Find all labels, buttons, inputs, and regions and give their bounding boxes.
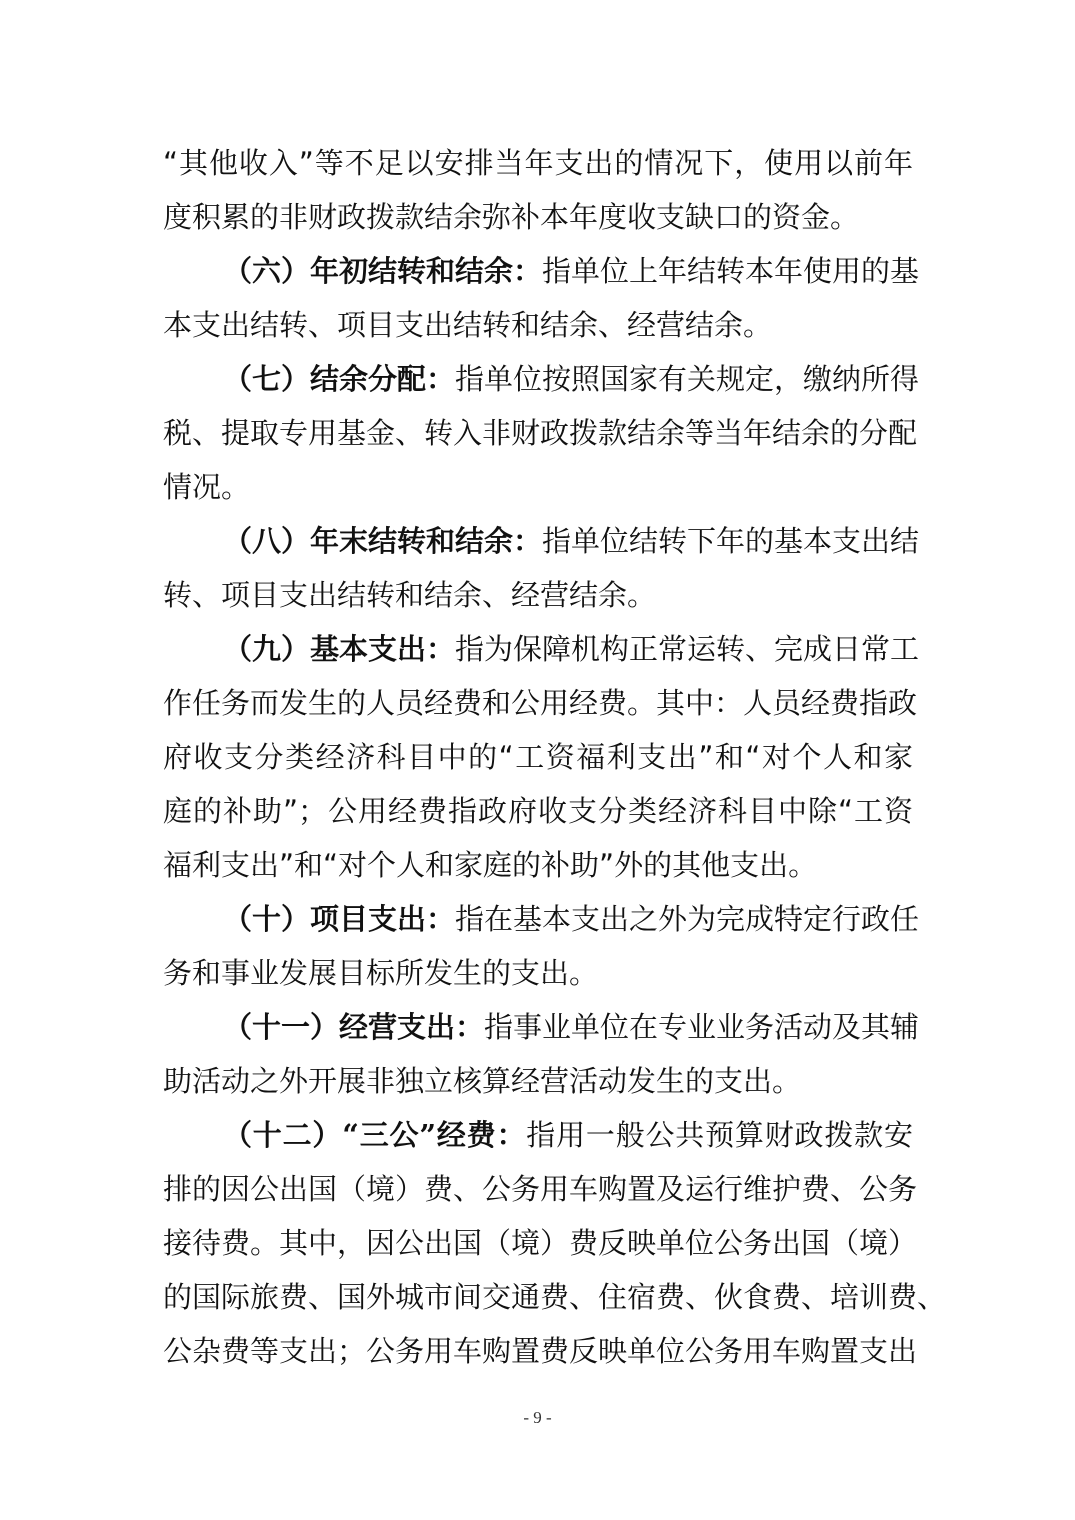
text-line bbox=[163, 1324, 918, 1378]
text-line bbox=[163, 136, 913, 190]
body-text: 助活动之外开展非独立核算经营活动发生的支出。 bbox=[163, 1064, 802, 1098]
text-line bbox=[163, 406, 918, 460]
body-text: 指单位上年结转本年使用的基 bbox=[542, 254, 920, 288]
text-line bbox=[163, 352, 920, 406]
text-line bbox=[163, 1108, 913, 1162]
text-line bbox=[163, 946, 913, 1000]
body-text: 指在基本支出之外为完成特定行政任 bbox=[455, 902, 920, 936]
text-line bbox=[163, 1216, 918, 1270]
paragraph bbox=[163, 514, 920, 622]
body-text: 作任务而发生的人员经费和公用经费。其中：人员经费指政 bbox=[163, 686, 918, 720]
body-text: 庭的补助”；公用经费指政府收支分类经济科目中除“工资 bbox=[163, 794, 913, 828]
document-body bbox=[163, 136, 947, 1378]
body-text: “其他收入”等不足以安排当年支出的情况下，使用以前年 bbox=[163, 146, 913, 180]
text-line bbox=[163, 460, 913, 514]
section-heading: （十一）经营支出： bbox=[223, 1010, 485, 1044]
text-line bbox=[163, 568, 913, 622]
section-heading: （九）基本支出： bbox=[223, 632, 456, 666]
body-text: 税、提取专用基金、转入非财政拨款结余等当年结余的分配 bbox=[163, 416, 918, 450]
paragraph bbox=[163, 892, 920, 1000]
text-line bbox=[163, 1270, 947, 1324]
body-text: 度积累的非财政拨款结余弥补本年度收支缺口的资金。 bbox=[163, 200, 860, 234]
body-text: 务和事业发展目标所发生的支出。 bbox=[163, 956, 599, 990]
section-heading: （七）结余分配： bbox=[223, 362, 456, 396]
body-text: 转、项目支出结转和结余、经营结余。 bbox=[163, 578, 657, 612]
section-heading: （十）项目支出： bbox=[223, 902, 456, 936]
text-line bbox=[163, 730, 913, 784]
body-text: 指为保障机构正常运转、完成日常工 bbox=[455, 632, 920, 666]
body-text: 公杂费等支出；公务用车购置费反映单位公务用车购置支出 bbox=[163, 1334, 918, 1368]
body-text: 指单位结转下年的基本支出结 bbox=[542, 524, 920, 558]
text-line bbox=[163, 838, 913, 892]
paragraph bbox=[163, 136, 913, 244]
text-line bbox=[163, 1162, 918, 1216]
paragraph bbox=[163, 244, 920, 352]
text-line bbox=[163, 1054, 913, 1108]
section-heading: （八）年末结转和结余： bbox=[223, 524, 543, 558]
body-text: 府收支分类经济科目中的“工资福利支出”和“对个人和家 bbox=[163, 740, 913, 774]
text-line bbox=[163, 514, 920, 568]
paragraph bbox=[163, 1108, 947, 1378]
text-line bbox=[163, 892, 920, 946]
text-line bbox=[163, 784, 913, 838]
body-text: 本支出结转、项目支出结转和结余、经营结余。 bbox=[163, 308, 773, 342]
body-text: 指单位按照国家有关规定，缴纳所得 bbox=[455, 362, 920, 396]
text-line bbox=[163, 190, 913, 244]
body-text: 的国际旅费、国外城市间交通费、住宿费、伙食费、培训费、 bbox=[163, 1280, 947, 1314]
paragraph bbox=[163, 352, 920, 514]
section-heading: （十二）“三公”经费： bbox=[223, 1118, 527, 1152]
paragraph bbox=[163, 1000, 920, 1108]
page-number: - 9 - bbox=[523, 1408, 552, 1427]
paragraph bbox=[163, 622, 920, 892]
body-text: 接待费。其中，因公出国（境）费反映单位公务出国（境） bbox=[163, 1226, 918, 1260]
text-line bbox=[163, 676, 918, 730]
text-line bbox=[163, 298, 913, 352]
body-text: 排的因公出国（境）费、公务用车购置及运行维护费、公务 bbox=[163, 1172, 918, 1206]
section-heading: （六）年初结转和结余： bbox=[223, 254, 543, 288]
body-text: 指用一般公共预算财政拨款安 bbox=[526, 1118, 913, 1152]
text-line bbox=[163, 1000, 920, 1054]
body-text: 情况。 bbox=[163, 470, 251, 504]
text-line bbox=[163, 244, 920, 298]
body-text: 指事业单位在专业业务活动及其辅 bbox=[484, 1010, 920, 1044]
text-line bbox=[163, 622, 920, 676]
body-text: 福利支出”和“对个人和家庭的补助”外的其他支出。 bbox=[163, 848, 818, 882]
